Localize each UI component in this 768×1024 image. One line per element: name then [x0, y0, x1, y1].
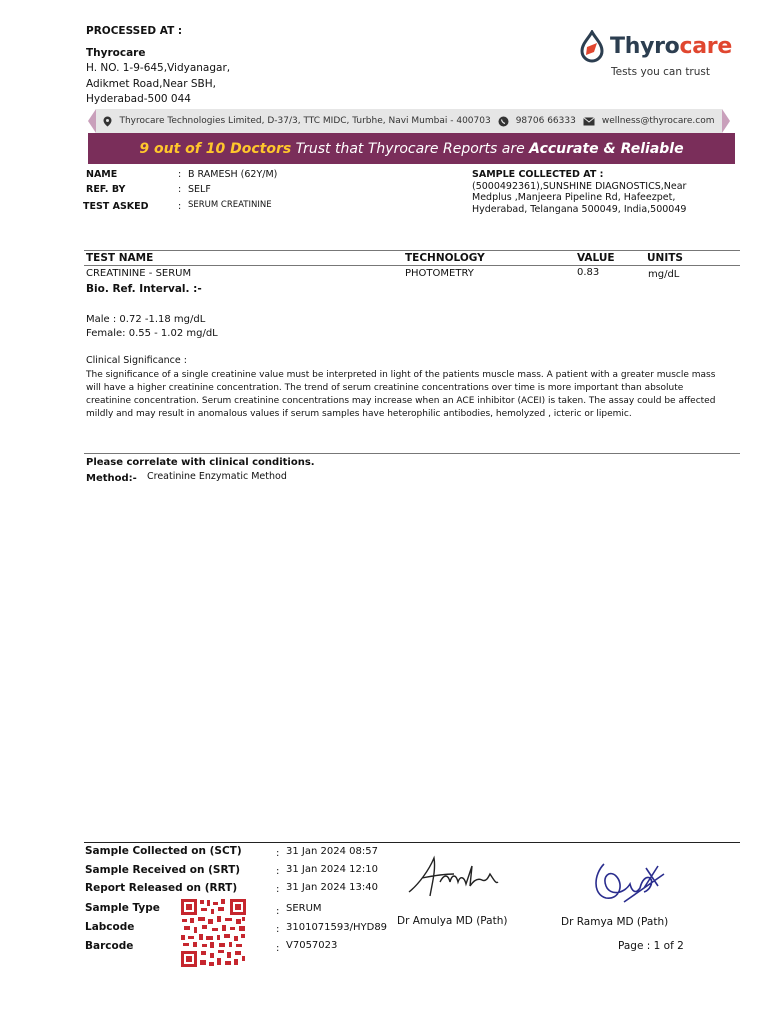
clinical-significance-text: The significance of a single creatinine value must be interpreted in light of the patients muscle mass. A patient with a greater muscle mass will have a higher creatinine concentration. The trend of serum creatinine concentrations over time is more important than absolute creatinine concentration. Serum creatinine concentrations may increase when an ACE inhibitor (ACEI) is taken. The assay could be affected mildly and may result in anomalous values if serum samples have heterophilic antibodies, hemolyzed , icteric or lipemic. [86, 370, 716, 419]
col-header-units: UNITS [647, 252, 683, 264]
sample-collected-line: Hyderabad, Telangana 500049, India,500049 [472, 203, 687, 215]
processed-at-title: PROCESSED AT : [86, 25, 183, 37]
logo-wordmark [610, 34, 732, 59]
sct-label: Sample Collected on (SCT) [85, 845, 242, 857]
signature-amulya-icon [404, 852, 504, 902]
qr-code-icon[interactable] [180, 898, 247, 968]
colon-separator: : [276, 906, 280, 917]
colon-separator: : [178, 201, 182, 212]
labcode-label: Labcode [85, 921, 135, 933]
page-number: Page : 1 of 2 [618, 940, 684, 952]
divider [84, 250, 740, 251]
result-technology: PHOTOMETRY [405, 268, 474, 279]
female-reference-range: Female: 0.55 - 1.02 mg/dL [86, 328, 218, 339]
result-units: mg/dL [648, 269, 680, 280]
processed-at-block [86, 24, 230, 108]
processing-lab-name: Thyrocare [86, 46, 146, 59]
patient-name-value: B RAMESH (62Y/M) [188, 169, 278, 180]
patient-name-label: NAME [86, 169, 118, 180]
drop-logo-icon [578, 30, 606, 64]
sample-type-value: SERUM [286, 903, 322, 914]
contact-email: wellness@thyrocare.com [601, 116, 715, 126]
srt-label: Sample Received on (SRT) [85, 864, 241, 876]
ref-by-label: REF. BY [86, 184, 126, 195]
col-header-test-name: TEST NAME [86, 252, 154, 264]
contact-phone: 98706 66333 [515, 116, 576, 126]
sct-value: 31 Jan 2024 08:57 [286, 846, 378, 857]
clinical-significance-title: Clinical Significance : [86, 355, 187, 366]
processing-address-line: Hyderabad-500 044 [86, 93, 191, 105]
processing-address-line: H. NO. 1-9-645,Vidyanagar, [86, 62, 231, 74]
col-header-technology: TECHNOLOGY [405, 252, 485, 264]
ref-by-value: SELF [188, 184, 211, 195]
result-value: 0.83 [577, 267, 600, 278]
sample-collected-block [472, 169, 686, 215]
trust-highlight: 9 out of 10 Doctors [139, 140, 292, 157]
colon-separator: : [276, 943, 280, 954]
bio-ref-title: Bio. Ref. Interval. :- [86, 283, 202, 295]
sample-type-label: Sample Type [85, 902, 160, 914]
divider [84, 265, 740, 266]
logo-word-part: Thyro [610, 34, 680, 59]
col-header-value: VALUE [577, 252, 615, 264]
result-test-name: CREATININE - SERUM [86, 268, 192, 279]
sample-collected-title: SAMPLE COLLECTED AT : [472, 169, 604, 180]
method-label: Method:- [86, 473, 137, 484]
contact-bar [96, 109, 722, 133]
barcode-label: Barcode [85, 940, 134, 952]
correlate-note: Please correlate with clinical conditions. [86, 457, 315, 468]
trust-banner [88, 133, 735, 164]
trust-emphasis: Accurate & Reliable [529, 140, 684, 157]
doctor2-name: Dr Ramya MD (Path) [561, 916, 669, 928]
logo-tagline: Tests you can trust [611, 66, 710, 78]
logo-word-part: care [679, 34, 732, 59]
divider [84, 453, 740, 454]
male-reference-range: Male : 0.72 -1.18 mg/dL [86, 314, 206, 325]
doctor1-name: Dr Amulya MD (Path) [397, 915, 508, 927]
processing-address-line: Adikmet Road,Near SBH, [86, 77, 216, 90]
sample-collected-line: (5000492361),SUNSHINE DIAGNOSTICS,Near [472, 180, 687, 192]
sample-collected-line: Medplus ,Manjeera Pipeline Rd, Hafeezpet, [472, 192, 676, 203]
colon-separator: : [276, 866, 280, 877]
location-pin-icon [103, 116, 112, 127]
srt-value: 31 Jan 2024 12:10 [286, 864, 378, 875]
colon-separator: : [276, 848, 280, 859]
banner-corner [722, 109, 730, 133]
trust-text: Trust that Thyrocare Reports are [291, 140, 530, 157]
thyrocare-logo [578, 30, 738, 82]
whatsapp-icon [498, 116, 509, 127]
labcode-value: 3101071593/HYD89 [286, 922, 388, 933]
test-asked-label: TEST ASKED [83, 201, 149, 212]
company-address: Thyrocare Technologies Limited, D-37/3, TTC MIDC, Turbhe, Navi Mumbai - 400703 [119, 116, 491, 126]
colon-separator: : [178, 169, 182, 180]
colon-separator: : [178, 184, 182, 195]
colon-separator: : [276, 924, 280, 935]
rrt-value: 31 Jan 2024 13:40 [286, 882, 378, 893]
banner-corner [88, 109, 96, 133]
method-value: Creatinine Enzymatic Method [147, 471, 287, 482]
rrt-label: Report Released on (RRT) [85, 882, 238, 894]
footer-divider [84, 842, 740, 843]
signature-ramya-icon [584, 854, 668, 912]
barcode-value: V7057023 [286, 940, 338, 951]
test-asked-value: SERUM CREATININE [188, 200, 272, 210]
colon-separator: : [276, 884, 280, 895]
mail-icon [583, 117, 595, 126]
